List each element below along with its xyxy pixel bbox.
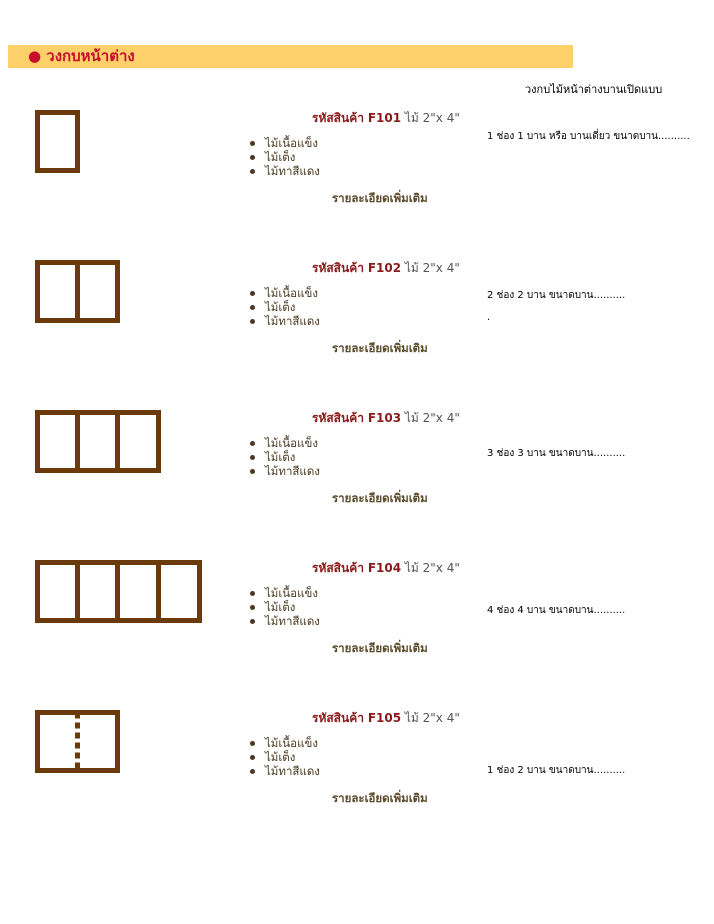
frame-f105-drawing xyxy=(35,710,123,776)
bullet-icon xyxy=(250,619,255,624)
bullet-icon xyxy=(250,469,255,474)
product-code: รหัสสินค้า F103 ไม้ 2"x 4" xyxy=(312,411,460,425)
feature-item: ไม้เนื้อแข็ง xyxy=(250,736,320,750)
window-frame-diagram xyxy=(35,110,83,174)
product-code-value: F101 xyxy=(367,111,402,125)
bullet-icon xyxy=(250,741,255,746)
more-details-link[interactable]: รายละเอียดเพิ่มเติม xyxy=(332,491,428,505)
feature-list xyxy=(250,286,320,328)
product-code-value: F104 xyxy=(367,561,402,575)
product-spec: ไม้ 2"x 4" xyxy=(404,561,460,575)
product-spec: ไม้ 2"x 4" xyxy=(404,711,460,725)
feature-item: ไม้ทาสีแดง xyxy=(250,614,320,628)
more-details-link[interactable]: รายละเอียดเพิ่มเติม xyxy=(332,791,428,805)
feature-item: ไม้ทาสีแดง xyxy=(250,164,320,178)
feature-item: ไม้เนื้อแข็ง xyxy=(250,586,320,600)
bullet-icon xyxy=(250,441,255,446)
bullet-icon xyxy=(250,769,255,774)
frame-f102-drawing xyxy=(35,260,123,326)
feature-item: ไม้เต็ง xyxy=(250,300,320,314)
feature-item: ไม้เต็ง xyxy=(250,750,320,764)
feature-list xyxy=(250,586,320,628)
product-item xyxy=(0,710,714,820)
feature-item: ไม้เนื้อแข็ง xyxy=(250,286,320,300)
feature-item: ไม้ทาสีแดง xyxy=(250,314,320,328)
product-code-value: F102 xyxy=(367,261,402,275)
product-code: รหัสสินค้า F105 ไม้ 2"x 4" xyxy=(312,711,460,725)
bullet-icon xyxy=(250,605,255,610)
feature-list xyxy=(250,136,320,178)
window-frame-diagram xyxy=(35,260,123,326)
product-code-value: F103 xyxy=(367,411,402,425)
product-code: รหัสสินค้า F101 ไม้ 2"x 4" xyxy=(312,111,460,125)
more-details-link[interactable]: รายละเอียดเพิ่มเติม xyxy=(332,341,428,355)
feature-item: ไม้ทาสีแดง xyxy=(250,464,320,478)
product-spec: ไม้ 2"x 4" xyxy=(404,111,460,125)
bullet-icon xyxy=(250,155,255,160)
bullet-icon xyxy=(250,141,255,146)
feature-list xyxy=(250,736,320,778)
feature-item: ไม้เต็ง xyxy=(250,600,320,614)
product-item xyxy=(0,260,714,370)
product-code-value: F105 xyxy=(367,711,402,725)
feature-item: ไม้เนื้อแข็ง xyxy=(250,136,320,150)
product-description: 2 ช่อง 2 บาน ขนาดบาน.......... xyxy=(487,290,626,301)
frame-f103-drawing xyxy=(35,410,163,476)
section-title: ● วงกบหน้าต่าง xyxy=(28,47,135,65)
bullet-icon xyxy=(250,319,255,324)
feature-item: ไม้ทาสีแดง xyxy=(250,764,320,778)
bullet-icon xyxy=(250,169,255,174)
window-frame-diagram xyxy=(35,710,123,776)
product-item xyxy=(0,110,714,220)
product-code: รหัสสินค้า F104 ไม้ 2"x 4" xyxy=(312,561,460,575)
product-item xyxy=(0,560,714,670)
product-description: 1 ช่อง 2 บาน ขนาดบาน.......... xyxy=(487,765,626,776)
window-frame-diagram xyxy=(35,410,163,476)
product-code: รหัสสินค้า F102 ไม้ 2"x 4" xyxy=(312,261,460,275)
product-description: 1 ช่อง 1 บาน หรือ บานเดี่ยว ขนาดบาน.......... xyxy=(487,131,690,142)
stray-dot: . xyxy=(487,312,491,323)
more-details-link[interactable]: รายละเอียดเพิ่มเติม xyxy=(332,641,428,655)
feature-item: ไม้เต็ง xyxy=(250,150,320,164)
product-description: 4 ช่อง 4 บาน ขนาดบาน.......... xyxy=(487,605,626,616)
product-spec: ไม้ 2"x 4" xyxy=(404,261,460,275)
bullet-icon xyxy=(250,755,255,760)
frame-f101-drawing xyxy=(35,110,83,174)
more-details-link[interactable]: รายละเอียดเพิ่มเติม xyxy=(332,191,428,205)
window-frame-diagram xyxy=(35,560,203,626)
product-description: 3 ช่อง 3 บาน ขนาดบาน.......... xyxy=(487,448,626,459)
bullet-icon xyxy=(250,291,255,296)
frame-f104-drawing xyxy=(35,560,203,626)
product-spec: ไม้ 2"x 4" xyxy=(404,411,460,425)
subtitle: วงกบไม้หน้าต่างบานเปิดแบบ xyxy=(525,83,663,96)
feature-item: ไม้เต็ง xyxy=(250,450,320,464)
bullet-icon xyxy=(250,455,255,460)
feature-item: ไม้เนื้อแข็ง xyxy=(250,436,320,450)
feature-list xyxy=(250,436,320,478)
bullet-icon xyxy=(250,305,255,310)
product-item xyxy=(0,410,714,520)
bullet-icon xyxy=(250,591,255,596)
